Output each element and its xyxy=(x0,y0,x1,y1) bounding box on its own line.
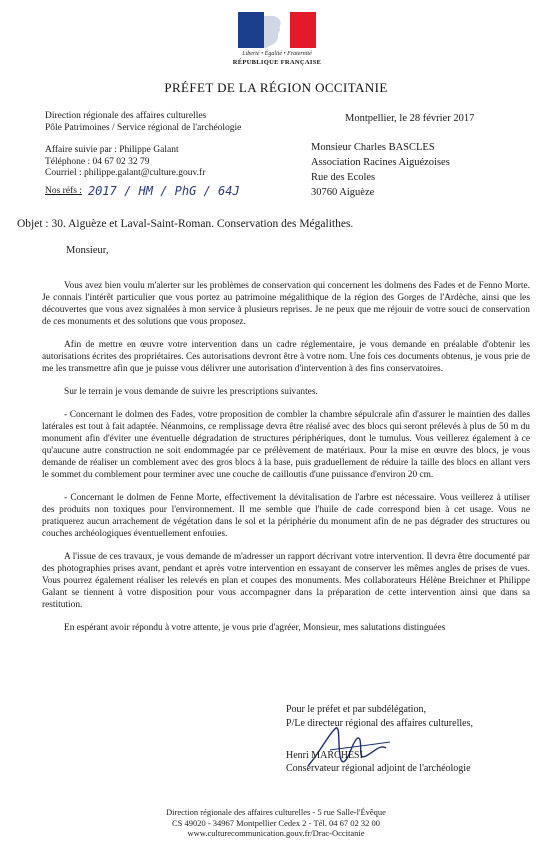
tricolor-flag xyxy=(238,12,316,48)
recipient-city: 30760 Aiguèze xyxy=(311,187,375,198)
sender-line-2: Pôle Patrimoines / Service régional de l'archéologie xyxy=(45,122,242,133)
paragraph-2: Afin de mettre en œuvre votre intervention dans un cadre réglementaire, je vous demande en préalable d'obtenir les autorisations écrites des propriétaires. Ces autorisations devront être à votre nom. Une fois ces documents obtenus, je vous prie de me les transmettre afin que je puisse vous délivrer une autorisation d'intervention à des fins conservatoires. xyxy=(42,340,530,374)
refs-value: 2017 / HM / PhG / 64J xyxy=(87,184,240,198)
followed-by: Affaire suivie par : Philippe Galant xyxy=(45,145,179,155)
prefet-title: PRÉFET DE LA RÉGION OCCITANIE xyxy=(164,80,388,95)
signatory-role: Conservateur régional adjoint de l'archéologie xyxy=(286,763,471,774)
paragraph-4: - Concernant le dolmen des Fades, votre proposition de combler la chambre sépulcrale afin d'assurer le maintien des dalles latérales est tout à fait adaptée. Néanmoins, ce remplissage devra être réalisé avec des blocs qui seront prélevés à plus de 50 m du monument afin d'éviter une éventuelle dégradation de structures périphériques, dont le tumulus. Vous veillerez également à ce qu'aucune autre construction ne soit endommagée par ce prélèvement de matériaux. Pour la mise en œuvre des blocs, je vous demande de réaliser un comblement avec des gros blocs à la base, puis graduellement de réduire la taille des blocs en allant vers le sommet du comblement pour terminer avec une couche de cailloutis d'une puissance d'environ 20 cm. xyxy=(42,410,530,480)
sender-line-1: Direction régionale des affaires culturelles xyxy=(45,111,207,121)
footer-line-2: CS 49020 - 34967 Montpellier Cedex 2 - Tél. 04 67 02 32 00 xyxy=(171,817,381,828)
republic-label: RÉPUBLIQUE FRANÇAISE xyxy=(232,59,322,66)
recipient-org: Association Racines Aiguézoises xyxy=(311,157,450,168)
recipient-name: Monsieur Charles BASCLES xyxy=(311,142,435,153)
recipient-street: Rue des Ecoles xyxy=(311,172,376,183)
signature-line-1: Pour le préfet et par subdélégation, xyxy=(286,704,426,715)
recipient-address xyxy=(311,140,450,200)
sender-contact xyxy=(45,145,205,180)
footer-line-1: Direction régionale des affaires culturelles - 5 rue Salle-l'Évêque xyxy=(166,807,386,817)
sender-service xyxy=(45,111,241,134)
footer-website: www.culturecommunication.gouv.fr/Drac-Occitanie xyxy=(187,828,365,838)
paragraph-3: Sur le terrain je vous demande de suivre les prescriptions suivantes. xyxy=(64,387,318,397)
paragraph-6: A l'issue de ces travaux, je vous demande de m'adresser un rapport décrivant votre intervention. Il devra être documenté par des photographies prises avant, pendant et après votre intervention en essayant de conserver les mêmes angles de prises de vues. Vous pourrez également réaliser les relevés en plan et coupes des monuments. Mes collaborateurs Hélène Breichner et Philippe Galant se tiennent à votre disposition pour vous accompagner dans la préparation de cette intervention ainsi que dans sa restitution. xyxy=(42,552,530,610)
marianne-logo xyxy=(226,6,328,88)
marianne-profile-icon xyxy=(264,12,290,48)
signature-line-2: P/Le directeur régional des affaires culturelles, xyxy=(286,718,473,729)
signatory xyxy=(286,749,471,775)
sender-email: Courriel : philippe.galant@culture.gouv.fr xyxy=(45,168,206,178)
paragraph-7: En espérant avoir répondu à votre attente, je vous prie d'agréer, Monsieur, mes salutations distinguées xyxy=(64,623,446,633)
paragraph-5: - Concernant le dolmen de Fenne Morte, effectivement la dévitalisation de l'arbre est nécessaire. Vous veillerez à utiliser des produits non toxiques pour l'environnement. Il me semble que l'huile de cade correspond bien à cet usage. Vous ne pratiquerez aucun arrachement de végétation dans le sol et la périphérie du monument afin de ne pas dégrader des structures ou couches archéologiques éventuellement enfouies. xyxy=(42,493,530,539)
references xyxy=(45,186,240,198)
object-line: Objet : 30. Aiguèze et Laval-Saint-Roman. Conservation des Mégalithes. xyxy=(17,218,354,230)
motto: Liberté • Égalité • Fraternité xyxy=(242,51,312,57)
sender-phone: Téléphone : 04 67 02 32 79 xyxy=(45,156,150,167)
footer xyxy=(0,807,552,839)
refs-label: Nos réfs : xyxy=(45,186,82,196)
place-date: Montpellier, le 28 février 2017 xyxy=(345,113,475,124)
letter-body xyxy=(42,280,530,634)
signatory-name: Henri MARCHESI xyxy=(286,750,363,761)
salutation: Monsieur, xyxy=(66,245,109,256)
paragraph-1: Vous avez bien voulu m'alerter sur les problèmes de conservation qui concernent les dolmens des Fades et de Fenno Morte. Je connais l'intérêt particulier que vous portez au patrimoine mégalithique de la région des Gorges de l'Ardèche, ainsi que les découvertes que vous avez signalées à mon service à plusieurs reprises. Je ne peux que me réjouir de votre souci de conservation de ces monuments et des solutions que vous proposez. xyxy=(42,281,530,327)
